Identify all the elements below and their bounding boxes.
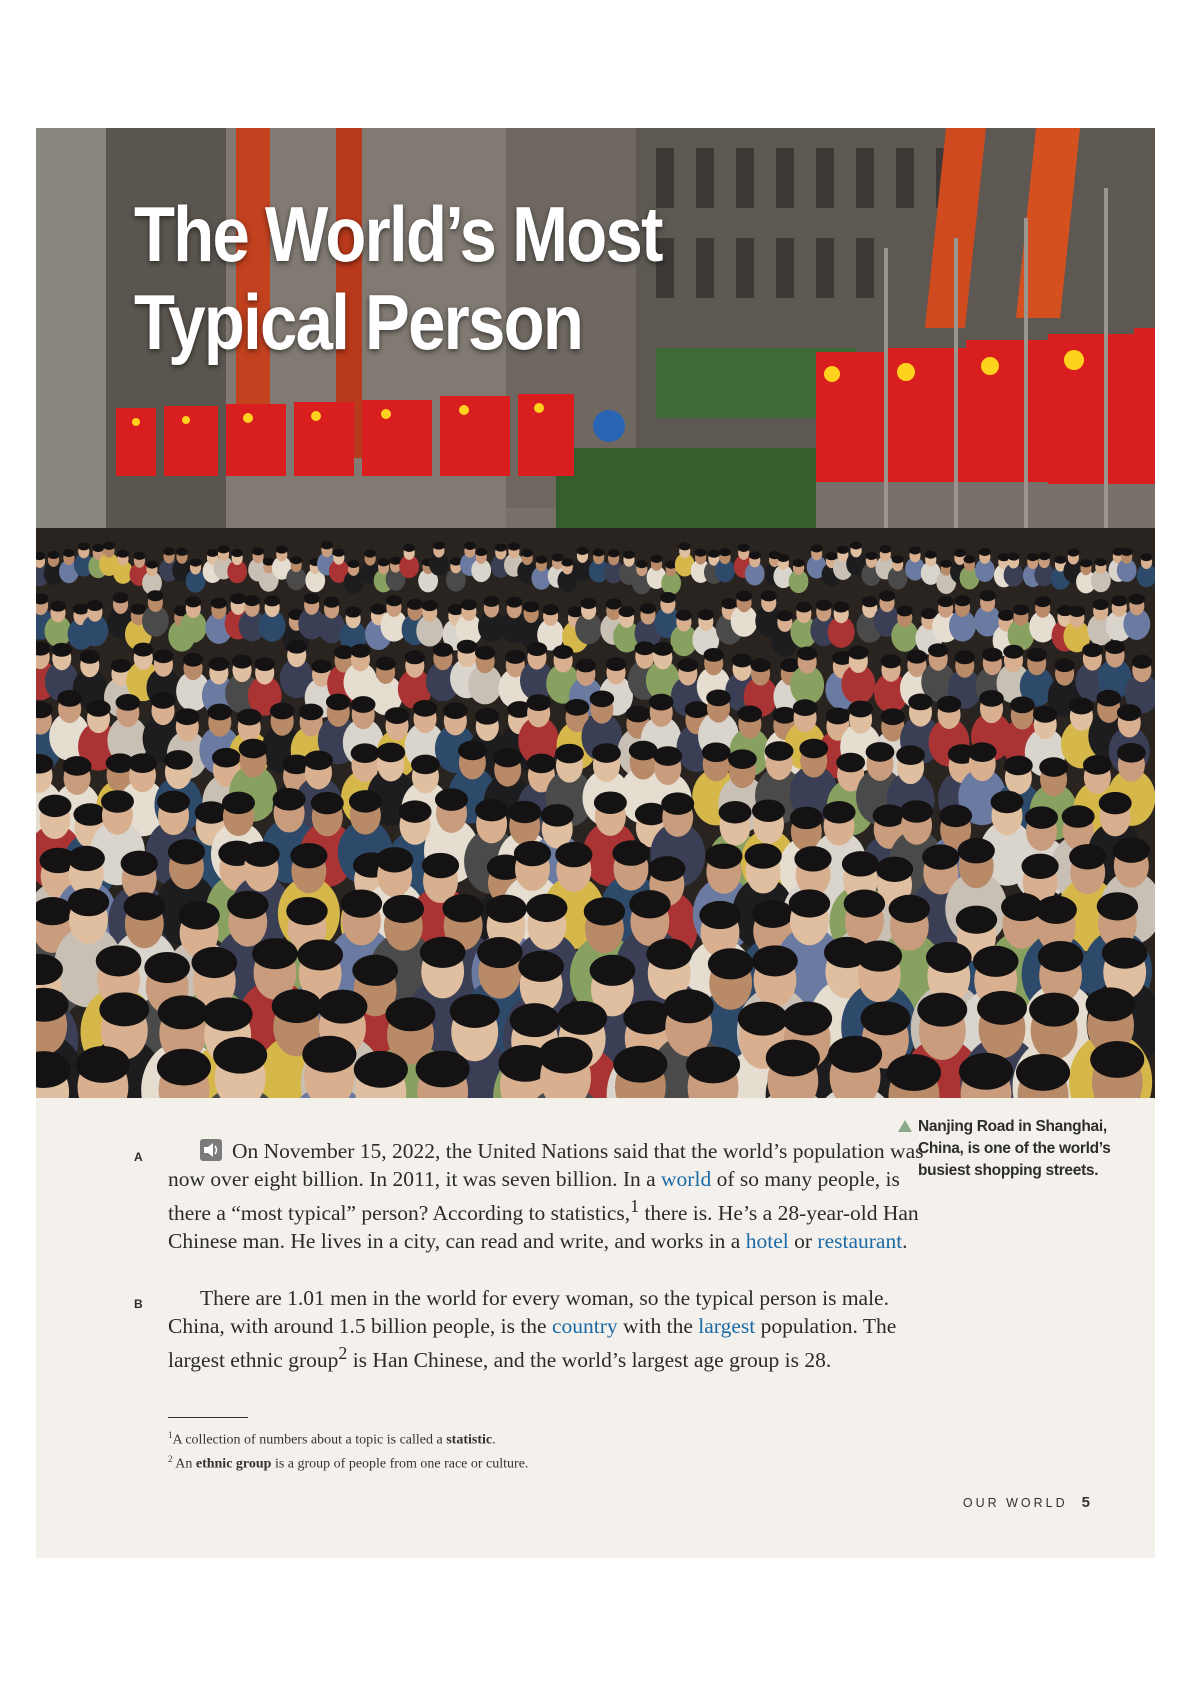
footnote-ref-1: 1 (630, 1196, 640, 1216)
paragraph-b-text-4: is Han Chinese, and the world’s largest age group is 28. (347, 1348, 832, 1373)
section-name: OUR WORLD (962, 1496, 1068, 1510)
paragraph-b-text-3: population. The largest ethnic group (168, 1313, 897, 1373)
footnotes (168, 1426, 868, 1473)
paragraph-a-text-5: . (902, 1228, 908, 1253)
footnote-2-number: 2 (168, 1453, 173, 1464)
paragraph-a-text-3: there is. He’s a 28-year-old Han Chinese man. He lives in a city, can read and write, and works in a (168, 1201, 919, 1253)
footnote-divider (168, 1417, 248, 1418)
triangle-up-icon (898, 1120, 912, 1132)
footnote-1-text: A collection of numbers about a topic is called a (172, 1432, 447, 1448)
vocab-link-restaurant[interactable]: restaurant (817, 1228, 903, 1253)
title-line-2: Typical Person (134, 278, 583, 366)
footnote-ref-2: 2 (338, 1343, 348, 1363)
article-title (134, 190, 662, 366)
paragraph-a-text-1: On November 15, 2022, the United Nations said that the world’s population was now over eight billion. In 2011, it was seven billion. In a (168, 1139, 924, 1191)
title-line-1: The World’s Most (134, 190, 662, 278)
paragraph-a (168, 1138, 928, 1255)
footnote-2 (168, 1450, 868, 1474)
vocab-link-country[interactable]: country (551, 1313, 618, 1338)
vocab-link-hotel[interactable]: hotel (745, 1228, 789, 1253)
vocab-link-world[interactable]: world (661, 1166, 712, 1191)
paragraph-a-text-2: of so many people, is there a “most typical” person? According to statistics, (168, 1166, 900, 1226)
footnote-1-end: . (492, 1432, 496, 1448)
footnote-1 (168, 1426, 868, 1450)
caption-text: Nanjing Road in Shanghai, China, is one of the world’s busiest shopping streets. (918, 1118, 1111, 1179)
vocab-link-largest[interactable]: largest (698, 1313, 756, 1338)
reading-panel (36, 1098, 1155, 1558)
footnote-2-term: ethnic group (195, 1456, 272, 1472)
paragraph-marker-a: A (134, 1150, 143, 1164)
speaker-icon[interactable] (200, 1139, 222, 1161)
paragraph-b-text-1: There are 1.01 men in the world for every woman, so the typical person is male. China, with around 1.5 billion people, is the (168, 1286, 889, 1338)
page-footer (963, 1494, 1090, 1511)
footnote-1-number: 1 (168, 1430, 173, 1440)
paragraph-b-text-2: with the (617, 1313, 699, 1338)
footnote-1-term: statistic (446, 1432, 493, 1448)
footnote-2-text: An (175, 1456, 196, 1472)
paragraph-b (168, 1285, 928, 1375)
paragraph-a-text-4: or (788, 1228, 818, 1253)
photo-caption (918, 1116, 1118, 1182)
hero-photo (36, 128, 1155, 1098)
page-number: 5 (1081, 1494, 1090, 1511)
footnote-2-end: is a group of people from one race or culture. (271, 1456, 529, 1472)
paragraph-marker-b: B (134, 1297, 143, 1311)
